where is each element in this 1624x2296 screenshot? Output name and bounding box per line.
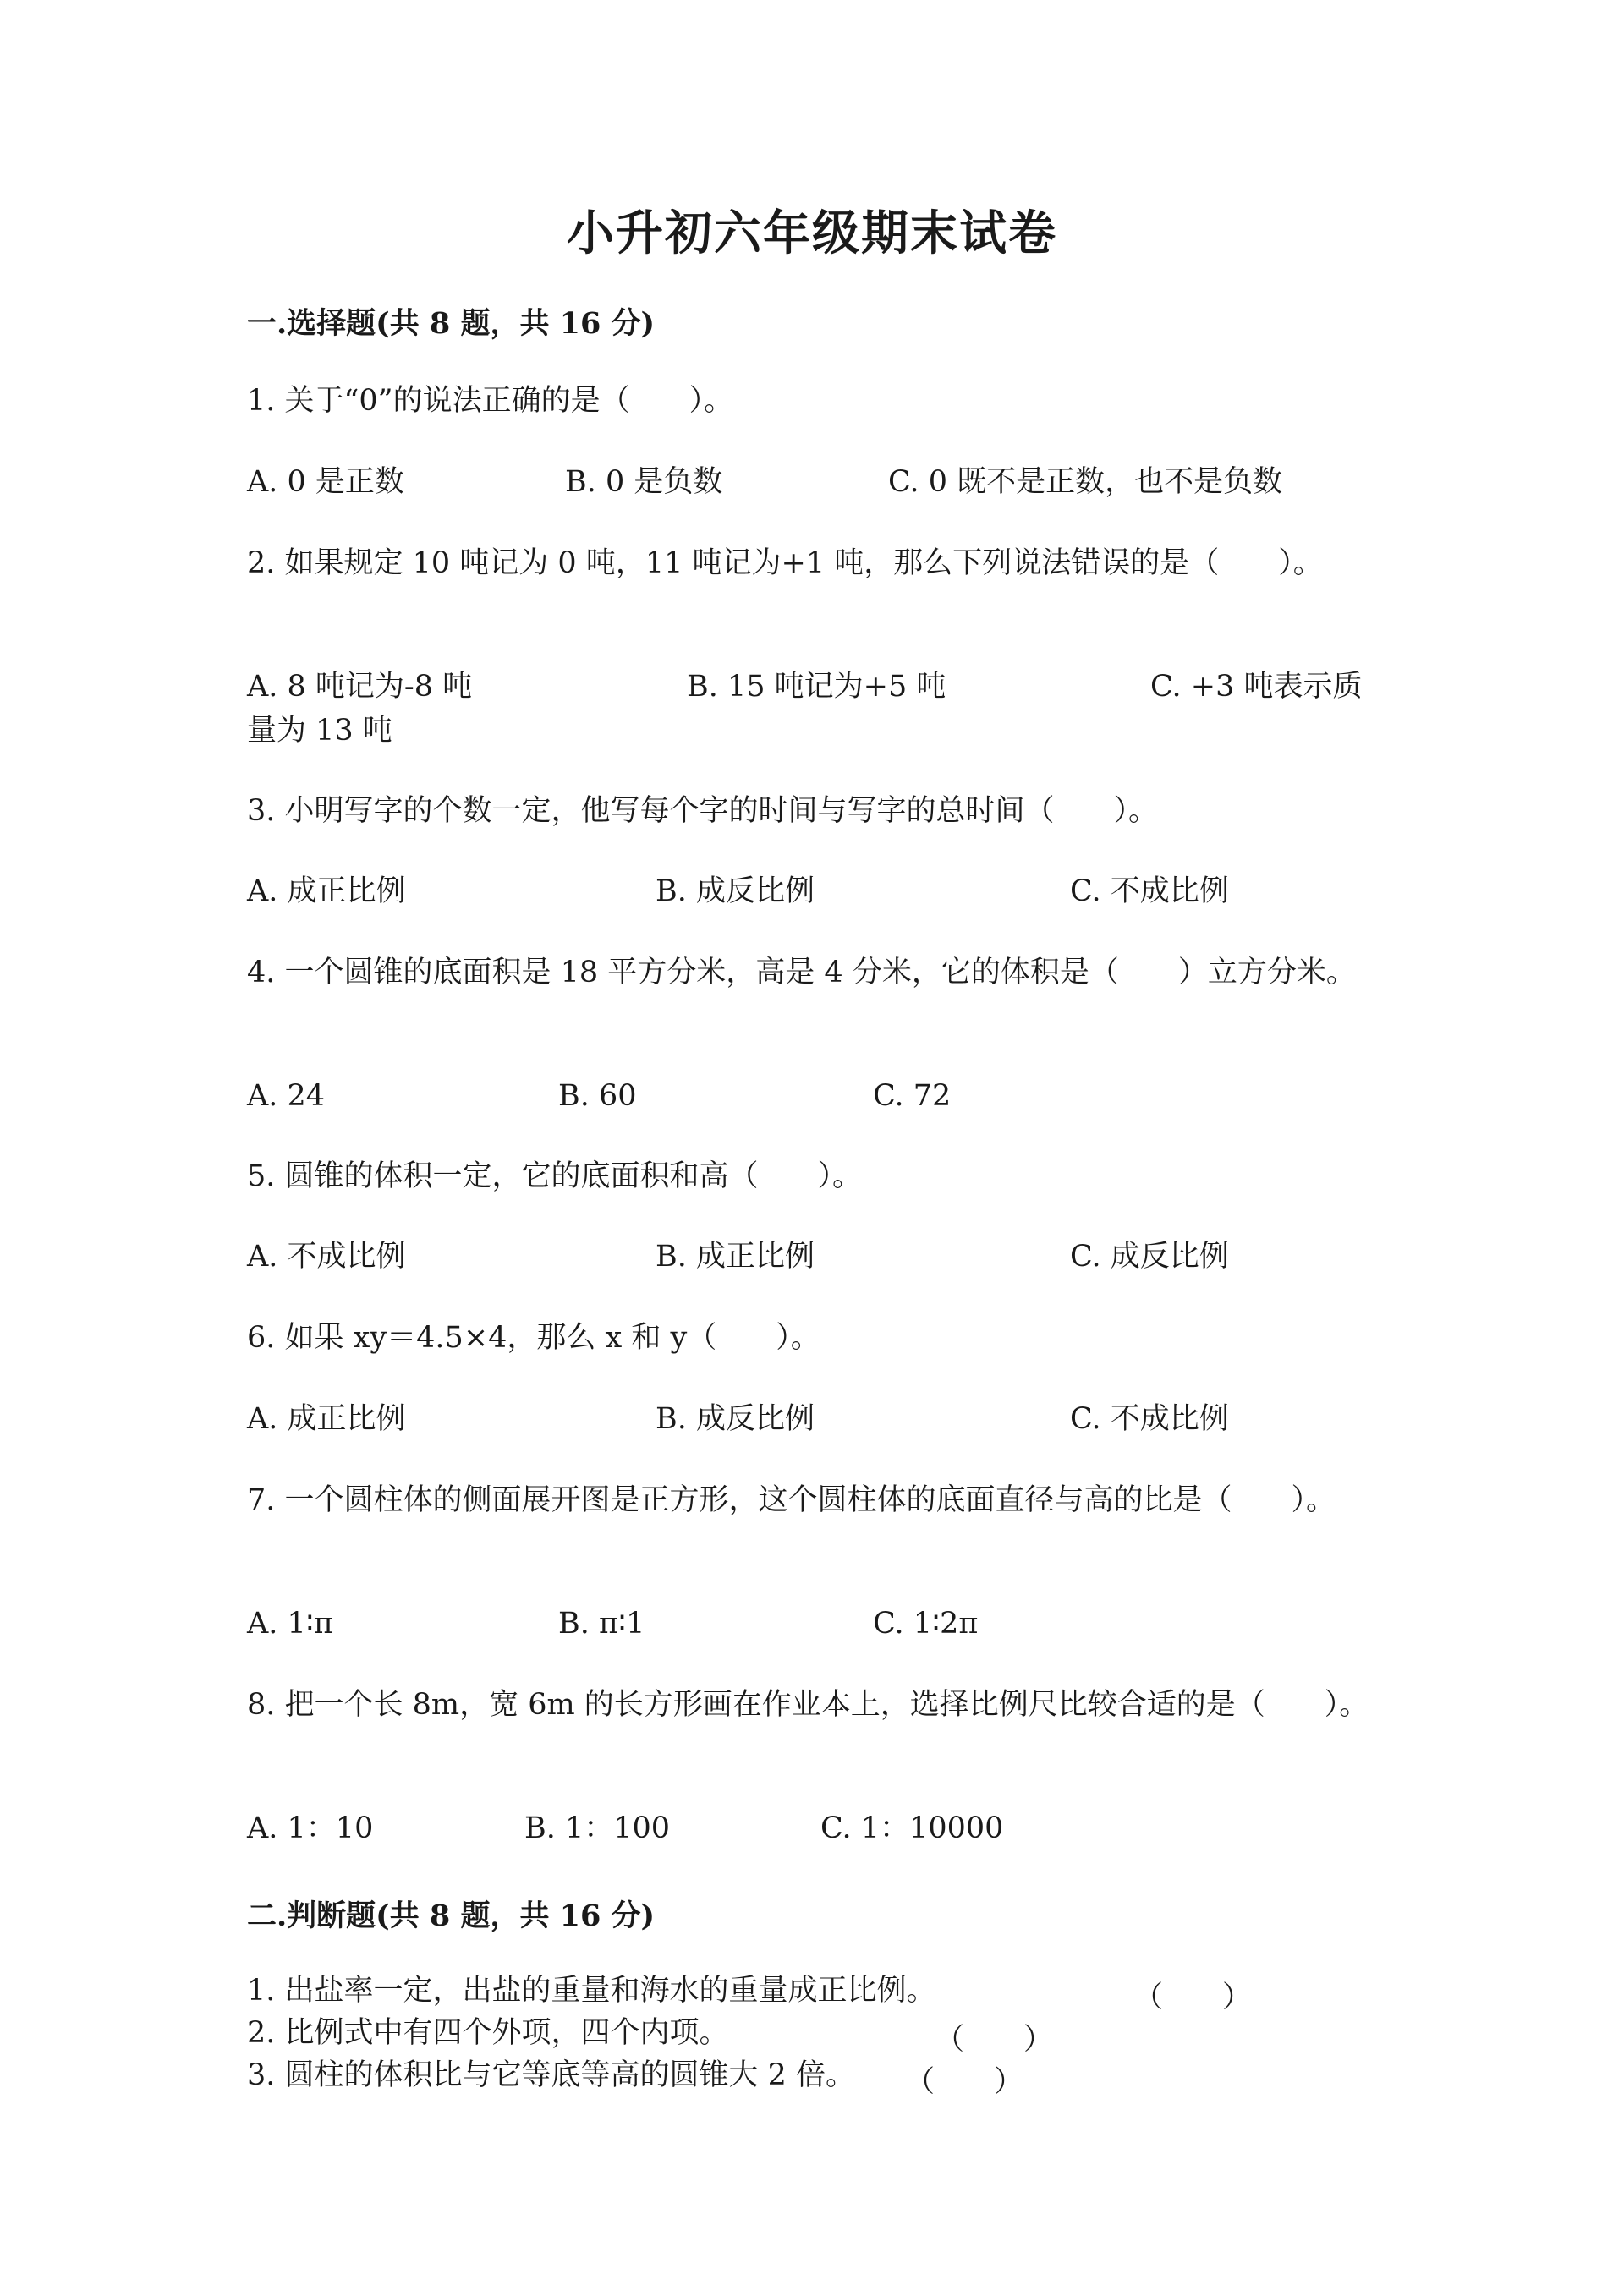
question-1-option-a: A. 0 是正数 (247, 465, 404, 499)
question-3-option-a: A. 成正比例 (247, 874, 406, 908)
question-8: 8. 把一个长 8m，宽 6m 的长方形画在作业本上，选择比例尺比较合适的是（ ）。 (247, 1688, 1369, 1722)
question-2: 2. 如果规定 10 吨记为 0 吨，11 吨记为+1 吨，那么下列说法错误的是（ ）。 (247, 546, 1323, 580)
question-4-option-b: B. 60 (558, 1079, 637, 1113)
question-8-option-b: B. 1：100 (524, 1811, 671, 1845)
judgement-3: 3. 圆柱的体积比与它等底等高的圆锥大 2 倍。 (247, 2058, 856, 2092)
question-7-option-a: A. 1∶π (247, 1607, 333, 1641)
page-title: 小升初六年级期末试卷 (567, 205, 1057, 261)
question-7-option-c: C. 1∶2π (873, 1607, 979, 1641)
judgement-3-answer-blank: （ ） (905, 2065, 1024, 2099)
judgement-1: 1. 出盐率一定，出盐的重量和海水的重量成正比例。 (247, 1974, 936, 2008)
question-1-option-c: C. 0 既不是正数，也不是负数 (888, 465, 1283, 499)
judgement-1-answer-blank: （ ） (1133, 1981, 1253, 2014)
question-8-option-c: C. 1：10000 (820, 1811, 1004, 1845)
question-7-option-b: B. π∶1 (558, 1607, 645, 1641)
section-heading-choice: 一.选择题(共 8 题，共 16 分) (247, 306, 656, 341)
question-4: 4. 一个圆锥的底面积是 18 平方分米，高是 4 分米，它的体积是（ ）立方分米。 (247, 956, 1356, 989)
question-5-option-c: C. 成反比例 (1070, 1240, 1229, 1274)
question-2-option-c-wrap: 量为 13 吨 (247, 714, 392, 748)
judgement-2-answer-blank: （ ） (935, 2023, 1054, 2057)
question-1: 1. 关于“0”的说法正确的是（ ）。 (247, 384, 734, 418)
section-heading-judgement: 二.判断题(共 8 题，共 16 分) (247, 1899, 656, 1933)
question-2-option-c: C. +3 吨表示质 (1150, 670, 1363, 704)
judgement-2: 2. 比例式中有四个外项，四个内项。 (247, 2016, 729, 2050)
question-2-option-a: A. 8 吨记为-8 吨 (247, 670, 473, 704)
question-3-option-c: C. 不成比例 (1070, 874, 1229, 908)
question-4-option-c: C. 72 (873, 1079, 952, 1113)
question-1-option-b: B. 0 是负数 (565, 465, 723, 499)
question-5: 5. 圆锥的体积一定，它的底面积和高（ ）。 (247, 1159, 863, 1193)
question-7: 7. 一个圆柱体的侧面展开图是正方形，这个圆柱体的底面直径与高的比是（ ）。 (247, 1483, 1336, 1517)
question-6: 6. 如果 xy＝4.5×4，那么 x 和 y（ ）。 (247, 1321, 820, 1355)
question-5-option-a: A. 不成比例 (247, 1240, 406, 1274)
question-3: 3. 小明写字的个数一定，他写每个字的时间与写字的总时间（ ）。 (247, 794, 1159, 828)
question-3-option-b: B. 成反比例 (656, 874, 815, 908)
question-5-option-b: B. 成正比例 (656, 1240, 815, 1274)
question-2-option-b: B. 15 吨记为+5 吨 (687, 670, 946, 704)
question-4-option-a: A. 24 (247, 1079, 326, 1113)
question-6-option-a: A. 成正比例 (247, 1402, 406, 1436)
question-6-option-b: B. 成反比例 (656, 1402, 815, 1436)
question-6-option-c: C. 不成比例 (1070, 1402, 1229, 1436)
question-8-option-a: A. 1：10 (247, 1811, 374, 1845)
